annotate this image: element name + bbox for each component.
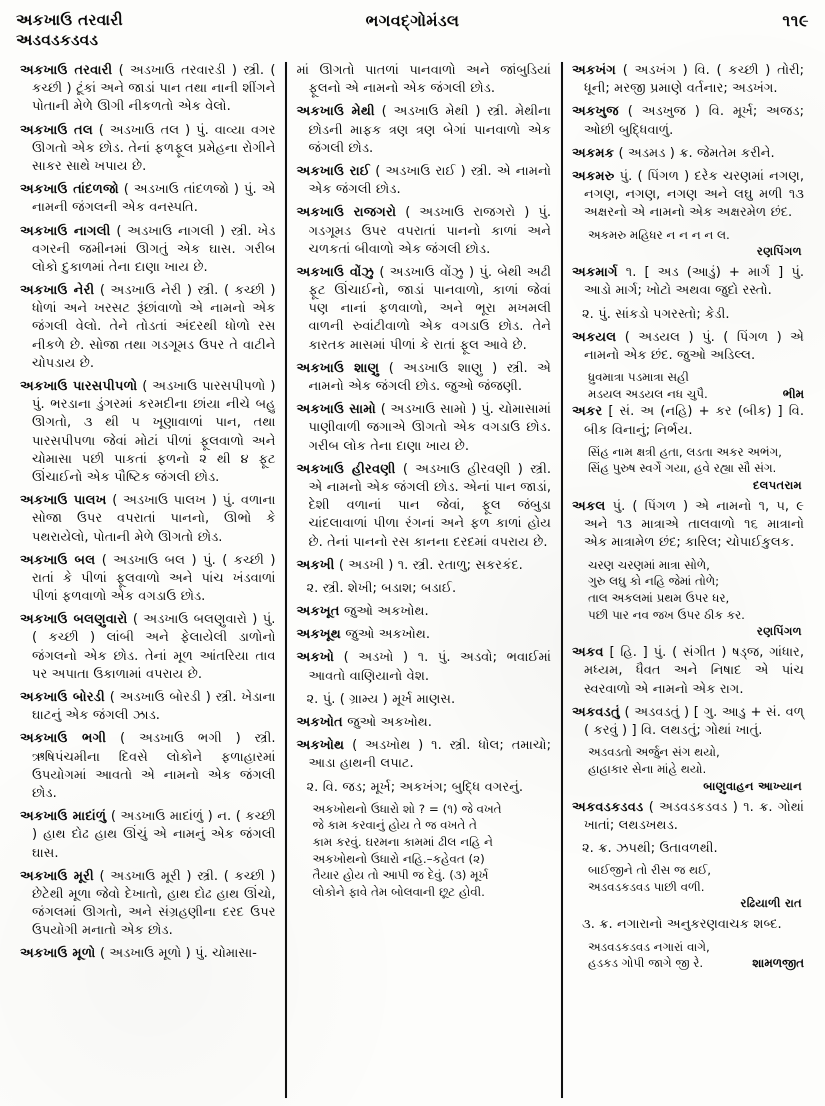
definition-text: ( અડખી ) ૧. સ્ત્રી. રતાળુ; સકરકંદ.: [338, 557, 523, 573]
verse-line: તૈયાર હોય તો આપી જ દેવું. (૩) મૂર્ખ: [312, 868, 489, 883]
definition-text: ( અડખાઉ શાણુ ) સ્ત્રી. એ નામનો એક જંગલી છોડ. જુઓ જંજણી.: [308, 360, 551, 394]
verse-line: ગુરુ લઘુ કો નહિ જેમાં તોળે;: [588, 574, 720, 589]
headword: અકખાઉ પારસપીપળો: [20, 379, 138, 394]
definition-text: ( અડખાઉ બોરડી ) સ્ત્રી. ખેડાના ઘાટનું એક જંગલી ઝાડ.: [32, 690, 276, 724]
running-head-last-entry: અડવડકડવડ: [16, 31, 99, 50]
definition-text: ૨. પું. ( ગ્રામ્ય ) મૂર્ખ માણસ.: [306, 691, 456, 707]
headword: અકખાઉ ભગી: [20, 731, 107, 747]
headword: અકખોત: [296, 715, 343, 730]
definition-text: ૨. વિ. જડ; મૂર્ખ; અકખંગ; બુદ્ધિ વગરનું.: [306, 779, 524, 795]
sense-paragraph: [296, 580, 551, 598]
dictionary-entry: [20, 730, 275, 803]
headword: અકખાઉ મૂરી: [20, 868, 94, 884]
headword: અકખંગ: [572, 63, 616, 78]
dictionary-entry: [20, 62, 275, 117]
dictionary-entry: [296, 461, 551, 552]
definition-text: ( અડખાઉ સામો ) પું. ચોમાસામાં પાણીવાળી જગાએ ઊગતો એક વગડાઉ છોડ. ગરીબ લોક તેના દાણા ખાય છે.: [308, 402, 551, 454]
definition-text: ( અડખુજ ) વિ. મૂર્ખ; અજડ; ઓછી બુદ્ધિવાળું.: [584, 104, 804, 138]
headword: અકખાઉ શાણુ: [296, 360, 380, 376]
definition-text: ( અડખોથ ) ૧. સ્ત્રી. ધોલ; તમાચો; આડા હાથની લપાટ.: [308, 738, 551, 772]
definition-text: ૧. [ અડ (આડું) + માર્ગ ] પું. આડો માર્ગ; ખોટો અથવા જુદો રસ્તો.: [584, 265, 804, 299]
definition-text: ( અડખાઉ પારસપીપળો ) પું. ભરડાના ડુંગરમાં કરમદીના છાંયા નીચે બહુ ઊગતો, ૩ થી ૫ ખૂણાવાળાં પાન, તથા પારસપીપળા જેવાં મોટાં પીળાં ફૂલવાળો અને ચોમાસા પછી પાકતાં ફળનો ૨ થી ૪ ફૂટ ઊંચાઈનો એક પૌષ્ટિક જંગલી છોડ.: [32, 379, 276, 485]
headword: અકખુજ: [572, 104, 619, 120]
verse-quotation: [572, 557, 804, 624]
verse-line: ચરણ ચરણમાં માત્રા સોળે,: [588, 557, 710, 572]
definition-text: ( અડખાઉ માદાંળું ) ન. ( કચ્છી ) હાથ દોઢ હાથ ઊંચું એ નામનું એક જંગલી ઘાસ.: [32, 809, 276, 861]
verse-line: અડવડકડવડ પાછી વળી.: [588, 879, 705, 894]
dictionary-entry: [296, 204, 551, 259]
definition-text: ( અડવડતું ) [ ગુ. આડુ + સં. વળ્ ( કરવું ) ] વિ. લથડતું; ગોથાં ખાતું.: [584, 704, 804, 739]
definition-text: ( અડખો ) ૧. પું. અડવો; ભવાઈમાં આવતો વાણિયાનો વેશ.: [308, 650, 551, 684]
verse-line: પછી પાર નવ જખ ઉપર ઠીક કર.: [588, 607, 745, 622]
definition-text: ૩. ક્ર. નગારાનો અનુકરણવાચક શબ્દ.: [582, 917, 782, 933]
headword: અકખૂત: [296, 604, 340, 620]
headword: અકખાઉ રાજગરો: [296, 205, 397, 221]
dictionary-entry: [296, 103, 551, 158]
definition-text: ૨. સ્ત્રી. શેખી; બડાશ; બડાઈ.: [306, 580, 457, 596]
headword: અકખાઉ સામો: [296, 402, 376, 418]
headword: અકખાઉ મેથી: [296, 104, 375, 120]
dictionary-entry: [296, 557, 551, 575]
headword: અકખાઉ તરવારી: [20, 63, 113, 78]
verse-quotation: [296, 801, 551, 901]
dictionary-entry: [296, 714, 551, 732]
definition-text: જુઓ અકખોથ.: [343, 604, 429, 620]
headword: અકવડતું: [572, 704, 620, 720]
definition-text: ૨. પું. સાંકડો પગરસ્તો; કેડી.: [582, 306, 730, 322]
headword: અકવ: [572, 645, 604, 661]
definition-text: ( અડખાઉ તરવારડી ) સ્ત્રી. ( કચ્છી ) ટૂંકાં અને જાડાં પાન તથા નાની શીંગને પોતાની મેળે ઊગી નીકળતો એક વેલો.: [32, 63, 276, 115]
dictionary-entry: [296, 649, 551, 685]
verse-line: જે કામ કરવાનું હોય તે જ વખતે તે: [312, 818, 477, 833]
dictionary-entry: [572, 799, 804, 835]
definition-text: ૨. ક્ર. ઝપથી; ઉતાવળથી.: [582, 840, 718, 856]
headword: અકખાઉ નાગલી: [20, 223, 111, 239]
headword: અકમક: [572, 145, 615, 161]
headword: અકખાઉ માદાંળું: [20, 809, 107, 825]
definition-text: ( અડવડકડવડ ) ૧. ક્ર. ગોથાં ખાતાં; લથડખથડ.: [584, 799, 804, 833]
verse-line: અડવડતો અર્જુન સંગ થયો,: [588, 745, 720, 760]
headword: અકમરુ: [572, 168, 615, 184]
dictionary-entry: [572, 704, 804, 740]
text-column-1: [14, 62, 282, 1098]
source-attribution: બાણુવાહન આખ્યાન: [703, 778, 802, 793]
definition-text: ( અડમડ ) ક્ર. જેમતેમ કરીને.: [618, 145, 775, 161]
definition-text: પું. ( પિંગળ ) દરેક ચરણમાં નગણ, નગણ, નગણ, નગણ અને લઘુ મળી ૧૩ અક્ષરનો એ નામનો એક અક્ષરમેળ છંદ.: [584, 168, 804, 221]
dictionary-entry: [572, 498, 804, 553]
dictionary-entry: [296, 603, 551, 621]
definition-text: ( અડખાઉ રાજગરો ) પું. ગડગૂમડ ઉપર વપરાતાં પાનનો કાળાં અને ચળકતાં બીવાળો એક જંગલી છોડ.: [308, 205, 551, 257]
definition-text: પું. ( પિંગળ ) એ નામનો ૧, ૫, ૯ અને ૧૩ માત્રાએ તાલવાળો ૧૬ માત્રાનો એક માત્રામેળ છંદ; કારિલ; ચોપાઈકુલક.: [584, 499, 804, 551]
headword: અકયલ: [572, 329, 617, 345]
dictionary-entry: [296, 264, 551, 355]
verse-quotation: [572, 744, 804, 777]
text-column-3: [566, 62, 811, 1098]
verse-line: હડકડ ગોપી જાગે જી રે. શામળજીત: [588, 956, 804, 971]
dictionary-entry: [20, 223, 275, 278]
dictionary-entry: [296, 737, 551, 773]
dictionary-entry: [20, 868, 275, 941]
headword: અકખાઉ હીરવણી: [296, 461, 396, 477]
dictionary-entry: [20, 122, 275, 177]
definition-text: ( અડખાઉ ભગી ) સ્ત્રી. ઋષિપંચમીના દિવસે લોકોને ફળાહારમાં ઉપયોગમાં આવતો એ નામનો એક જંગલી છોડ.: [32, 731, 276, 801]
headword: અકખાઉ નેરી: [20, 283, 95, 299]
dictionary-entry: [572, 168, 804, 223]
sense-paragraph: [572, 840, 804, 858]
headword: અકખાઉ મૂળો: [20, 946, 96, 962]
source-attribution: શામળજીત: [752, 956, 804, 971]
column-divider-2: [561, 62, 563, 1098]
definition-text: માં ઊગતો પાતળાં પાનવાળો અને જાંબુડિયાં ફૂલનો એ નામનો એક જંગલી છોડ.: [296, 63, 551, 97]
verse-quotation: [572, 939, 804, 972]
verse-line: તાલ અકલમાં પ્રથમ ઉપર ધર,: [588, 590, 730, 605]
headword: અકખી: [296, 557, 335, 573]
source-attribution: રણપિંગળ: [756, 244, 802, 259]
running-head: [14, 10, 811, 56]
headword: અકખાઉ તલ: [20, 122, 93, 138]
headword: અકમાર્ગ: [572, 265, 618, 281]
headword: અકખો: [296, 650, 335, 666]
definition-text: ( અડખાઉ મેથી ) સ્ત્રી. મેથીના છોડની માફક ત્રણ ત્રણ બેગાં પાનવાળો એક જંગલી છોડ.: [308, 104, 551, 156]
headword: અકવડકડવડ: [572, 799, 644, 815]
dictionary-entry: [296, 62, 551, 98]
source-attribution: રઢિયાળી રાત: [740, 896, 802, 911]
definition-text: [ સં. અ (નહિ) + કર (બીક) ] વિ. બીક વિનાનું; નિર્ભય.: [584, 404, 804, 438]
page-number: ૧૧૯: [782, 11, 809, 30]
source-attribution: રણપિંગળ: [756, 624, 802, 639]
dictionary-entry: [20, 808, 275, 863]
verse-quotation: [572, 227, 804, 244]
verse-line: સિંહ પુરુષ સ્વર્ગે ગયા, હવે રહ્યા સૌ સંગ.: [588, 461, 777, 476]
verse-line: બાઈજીને તો રીસ જ થઈ,: [588, 863, 712, 878]
definition-text: ( અડખાઉ બલ ) પું. ( કચ્છી ) રાતાં કે પીળાં ફૂલવાળો અને પાંચ ખંડવાળાં પીળાં ફળવાળો એક વગડાઉ છોડ.: [32, 552, 276, 605]
dictionary-entry: [20, 378, 275, 487]
dictionary-entry: [572, 644, 804, 699]
verse-line: અકખોથનો ઉધારો શો ? = (૧) જે વખતે: [312, 801, 502, 816]
headword: અકખાઉ પાલખ: [20, 493, 107, 509]
verse-line: સિંહ નામ ક્ષત્રી હતા, લડતા અકર અભંગ,: [588, 444, 782, 459]
column-container: [14, 62, 811, 1098]
headword: અકખૂથ: [296, 627, 341, 643]
dictionary-entry: [572, 103, 804, 139]
definition-text: ( અડખાઉ તાંદળજો ) પું. એ નામની જંગલની એક વનસ્પતિ.: [32, 182, 276, 216]
sense-paragraph: [296, 691, 551, 709]
headword: અકખાઉ બોરડી: [20, 690, 105, 705]
definition-text: ( અડખાઉ રાઈ ) સ્ત્રી. એ નામનો એક જંગલી છોડ.: [308, 163, 552, 198]
definition-text: ( અડખાઉ બલણુવારો ) પું. ( કચ્છી ) લાંબી અને ફેલાયેલી ડાળોનો જંગલનો એક છોડ. તેનાં મૂળ આંતરિયા તાવ પર અપાતા ઉકાળામાં વપરાય છે.: [32, 612, 276, 682]
verse-line: કામ કરવું. ઘરમના કામમાં ઢીલ નહિ ને: [312, 835, 493, 850]
verse-line: ધ્રુવમાત્રા પડમાત્રા સહી: [588, 370, 689, 385]
definition-text: ( અડખાઉ નેરી ) સ્ત્રી. ( કચ્છી ) ધોળાં અને ખરસટ રૂંછાંવાળો એ નામનો એક જંગલી વેલો. તેને તોડતાં અંદરથી ધોળો રસ નીકળે છે. સોજા તથા ગડગૂમડ ઉપર તે વાટીને ચોપડાય છે.: [32, 283, 276, 371]
verse-line: અકમરુ મહિધર ન ન ન ન લ.: [588, 227, 730, 242]
verse-line: હાહાકાર સેના માંહે થયો.: [588, 761, 707, 776]
book-title: ભગવદ્ગોમંડલ: [365, 11, 460, 30]
verse-line: લોકોને ફાવે તેમ બોલવાની છૂટ હોવી.: [312, 885, 485, 900]
dictionary-entry: [572, 403, 804, 439]
verse-quotation: [572, 444, 804, 477]
definition-text: ( અડખાઉ મૂરી ) સ્ત્રી. ( કચ્છી ) છેટેથી મૂળા જેવો દેખાતો, હાથ દોઢ હાથ ઊંચો, જંગલમાં ઊગતો, અને સંગ્રહણીના દરદ ઉપર ઉપયોગી મનાતો એક છોડ.: [32, 868, 276, 939]
definition-text: ( અડખાઉ મૂળો ) પું. ચોમાસા-: [99, 946, 257, 962]
definition-text: ( અડયલ ) પું. ( પિંગળ ) એ નામનો એક છંદ. જુઓ અડિલ્લ.: [584, 329, 804, 363]
dictionary-entry: [572, 264, 804, 300]
sense-paragraph: [572, 306, 804, 324]
definition-text: [ હિ. ] પું. ( સંગીત ) ષડ્જ, ગાંધાર, મધ્યમ, ધૈવત અને નિષાદ એ પાંચ સ્વરવાળો એ નામનો એક રાગ.: [584, 645, 804, 697]
definition-text: ( અડખાઉ પાલખ ) પું. વળાના સોજા ઉપર વપરાતાં પાનનો, ઊભો કે પથરાયેલો, પોતાની મેળે ઊગતો છોડ.: [32, 493, 276, 545]
source-attribution: ભીમ: [782, 386, 804, 401]
dictionary-entry: [20, 181, 275, 217]
headword: અકખાઉ વોંઝુ: [296, 264, 375, 280]
definition-text: જુઓ અકખોથ.: [345, 627, 431, 643]
dictionary-entry: [296, 626, 551, 644]
definition-text: ( અડખંગ ) વિ. ( કચ્છી ) તોરી; ધૂની; મરજી પ્રમાણે વર્તનાર; અડખંગ.: [584, 63, 804, 97]
verse-line: મડયલ અડયલ નધ ચુપૈ. ભીમ: [588, 386, 804, 401]
column-divider-1: [285, 62, 287, 1098]
dictionary-entry: [296, 401, 551, 456]
dictionary-entry: [572, 62, 804, 98]
verse-line: અડવડકડવડ નગારાં વાગે,: [588, 939, 710, 954]
definition-text: ( અડખાઉ હીરવણી ) સ્ત્રી. એ નામનો એક જંગલી છોડ. એનાં પાન જાડાં, દેશી વળાનાં પાન જેવાં, ફૂલ જંબુડા ચાંદલાવાળાં પીળા રંગનાં અને ફળ કાળાં હોય છે. તેનાં પાનનો રસ કાનના દરદમાં વપરાય છે.: [308, 461, 551, 550]
definition-text: ( અડખાઉ નાગલી ) સ્ત્રી. ખેડ વગરની જમીનમાં ઊગતું એક ઘાસ. ગરીબ લોકો દુકાળમાં તેના દાણા ખાય છે.: [32, 223, 276, 275]
headword: અકલ: [572, 499, 606, 515]
dictionary-entry: [296, 163, 551, 199]
verse-quotation: [572, 862, 804, 895]
verse-line: અકખોથનો ઉધારો નહિ.–કહેવત (૨): [312, 851, 485, 866]
dictionary-entry: [20, 611, 275, 684]
headword: અકખાઉ રાઈ: [296, 163, 371, 179]
running-head-first-entry: અકખાઉ તરવારી: [16, 11, 123, 29]
dictionary-entry: [296, 360, 551, 396]
headword: અકર: [572, 404, 603, 420]
dictionary-entry: [572, 145, 804, 163]
headword: અકખોથ: [296, 738, 345, 754]
verse-quotation: [572, 369, 804, 402]
text-column-2: [290, 62, 558, 1098]
dictionary-entry: [20, 282, 275, 373]
dictionary-entry: [20, 552, 275, 607]
dictionary-entry: [20, 492, 275, 547]
sense-paragraph: [296, 779, 551, 797]
dictionary-entry: [20, 945, 275, 963]
headword: અકખાઉ તાંદળજો: [20, 182, 119, 198]
dictionary-entry: [20, 689, 275, 725]
dictionary-entry: [572, 329, 804, 365]
headword: અકખાઉ બલ: [20, 552, 96, 568]
headword: અકખાઉ બલણુવારો: [20, 612, 128, 628]
sense-paragraph: [572, 916, 804, 934]
definition-text: ( અડખાઉ વોંઝુ ) પું. બેથી અઢી ફૂટ ઊંચાઈનો, જાડાં પાનવાળો, કાળાં જેવાં પણ નાનાં ફળવાળો, અને ભૂરા મખમલી વાળની રુવાંટીવાળો એક વગડાઉ છોડ. તેને કારતક માસમાં પીળાં કે રાતાં ફૂલ આવે છે.: [308, 264, 551, 353]
definition-text: ( અડખાઉ તલ ) પું. વાવ્યા વગર ઊગતો એક છોડ. તેનાં ફળફૂલ પ્રમેહના રોગીને સાકર સાથે ખપાય છે.: [32, 122, 276, 174]
definition-text: જુઓ અકખોથ.: [347, 715, 432, 730]
source-attribution: દલપતરામ: [752, 478, 802, 493]
